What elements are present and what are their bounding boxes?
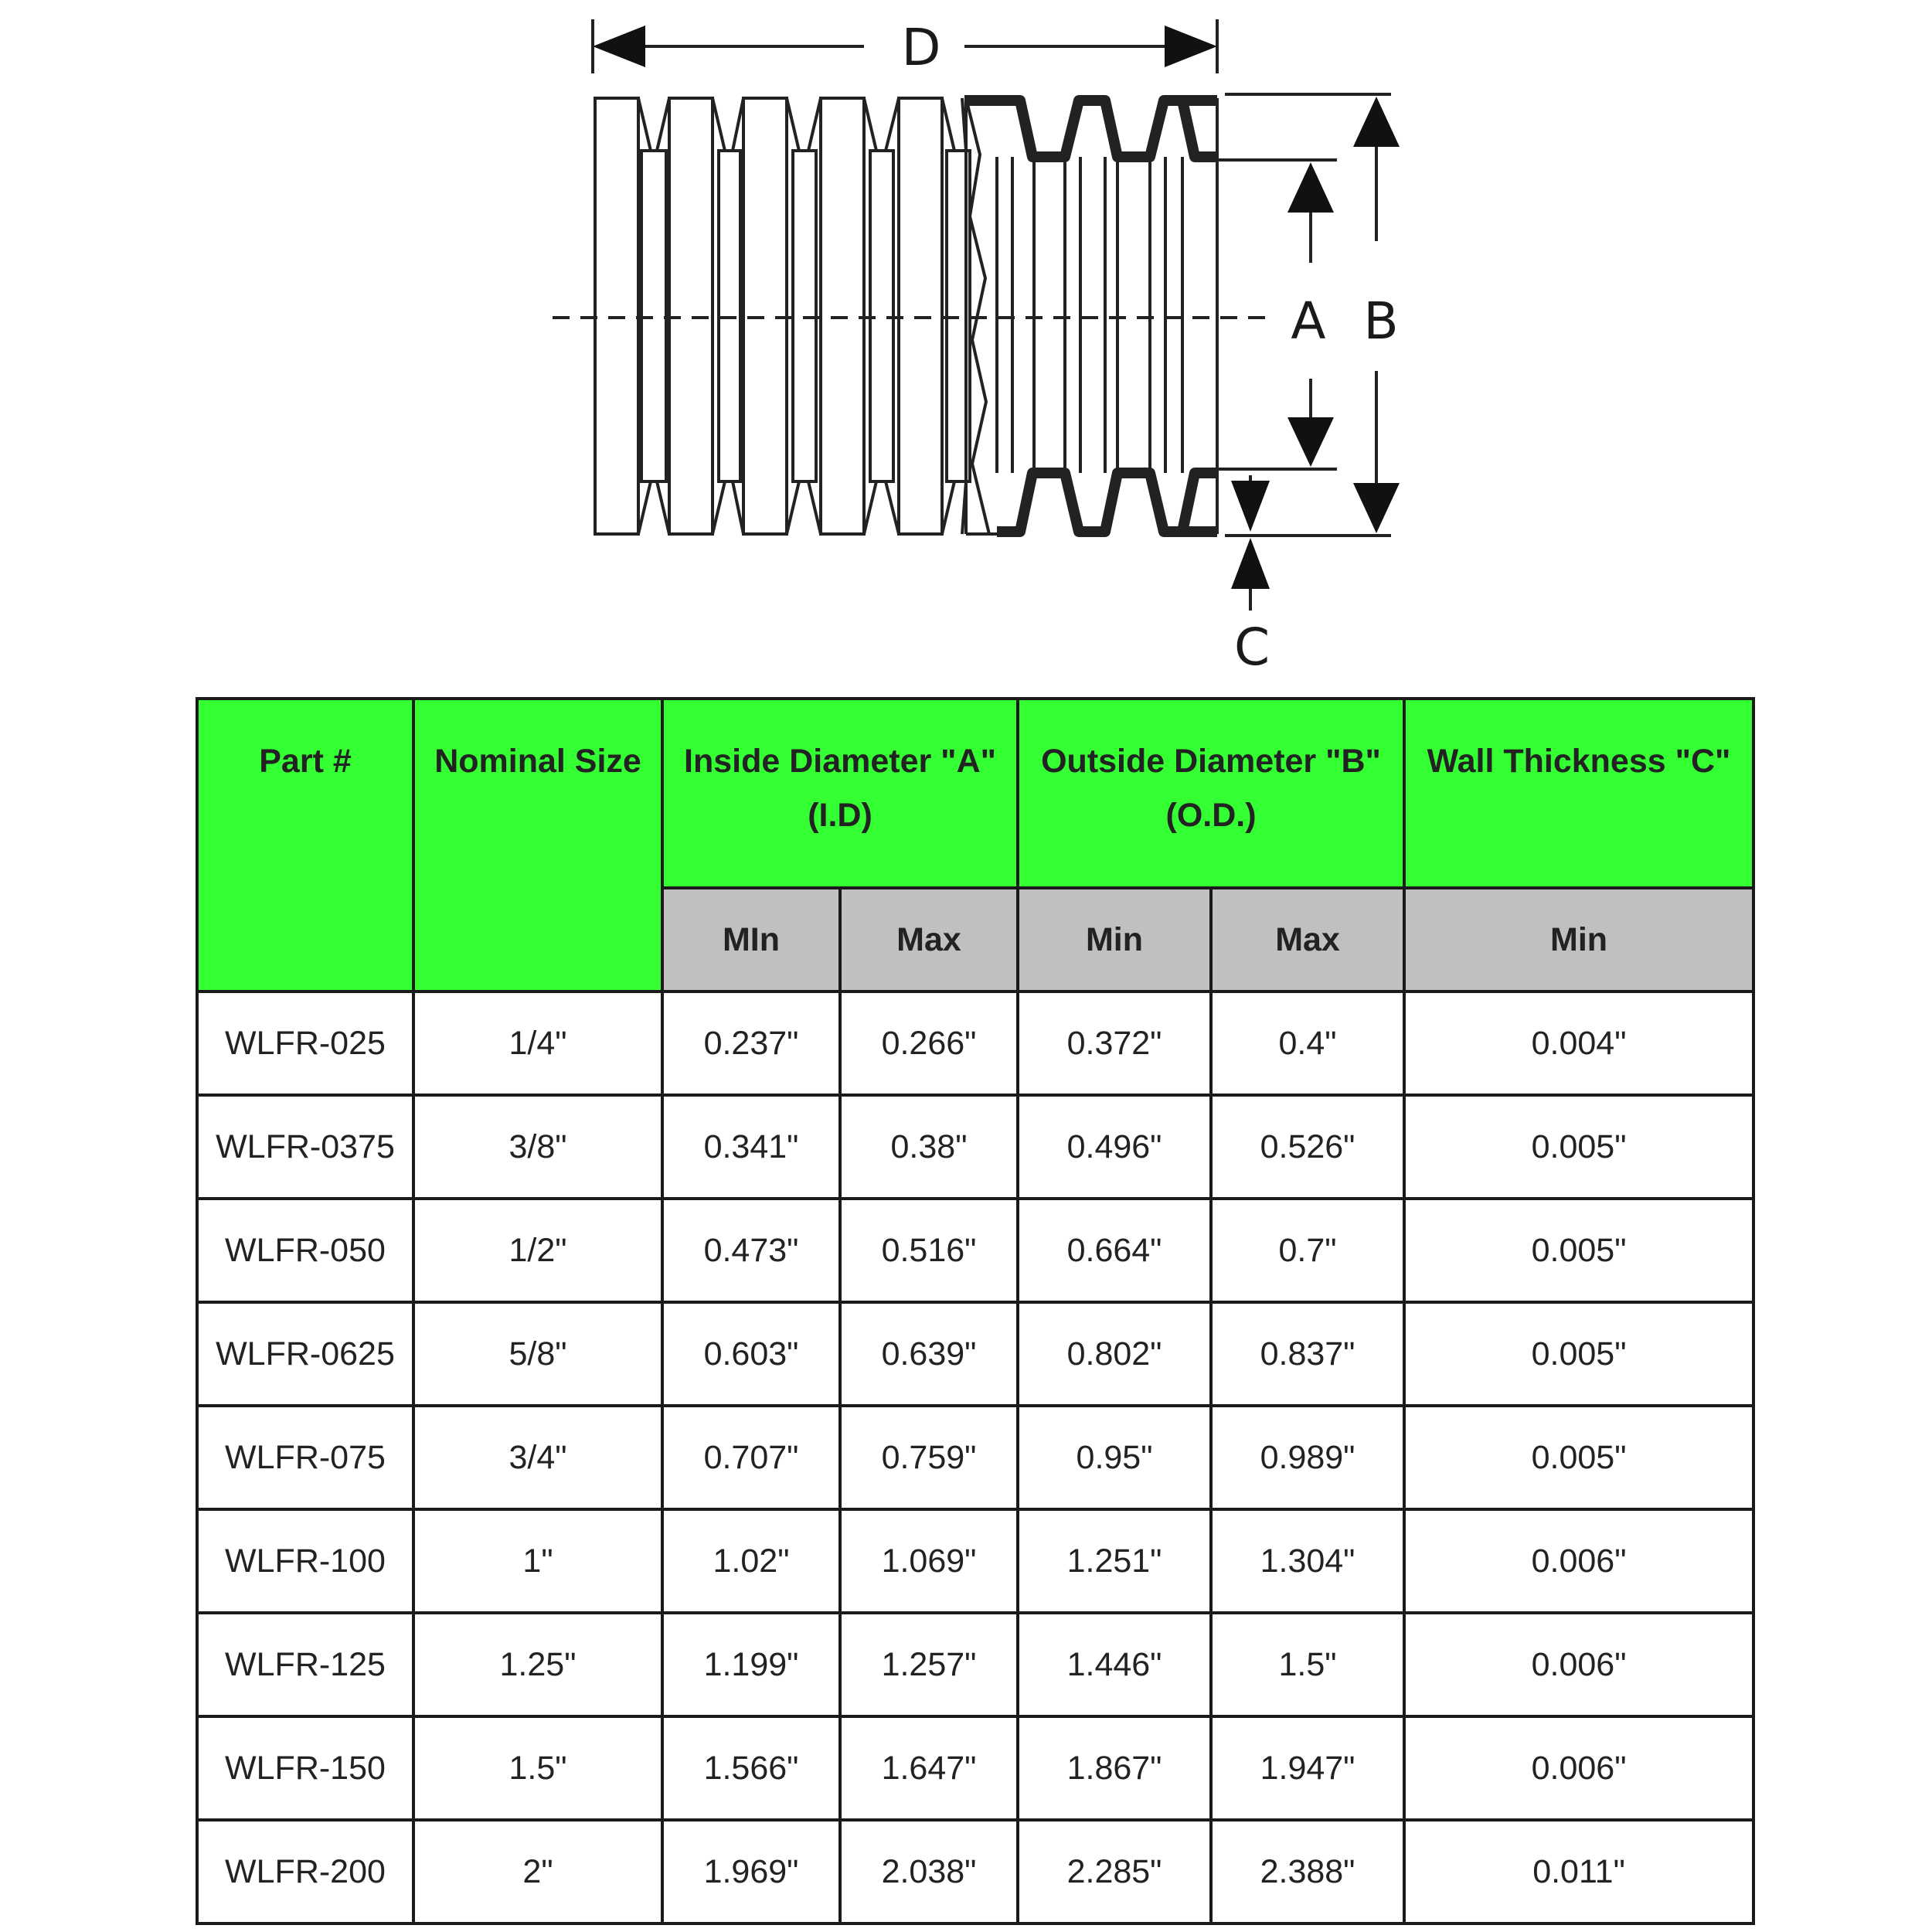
wall-profile-bottom [997, 473, 1217, 532]
cell-od-min: 0.664" [1018, 1199, 1211, 1302]
cell-id-max: 1.647" [840, 1716, 1018, 1820]
header-part-number: Part # [197, 699, 413, 992]
header-inside-diameter: Inside Diameter "A" (I.D) [662, 699, 1018, 888]
cell-id-min: 0.603" [662, 1302, 840, 1406]
cell-part-number: WLFR-100 [197, 1509, 413, 1613]
cell-part-number: WLFR-150 [197, 1716, 413, 1820]
cell-od-min: 2.285" [1018, 1820, 1211, 1923]
cell-nominal-size: 3/4" [413, 1406, 662, 1509]
subheader-id-max: Max [840, 888, 1018, 992]
dimension-label-b: B [1363, 291, 1399, 351]
cell-od-max: 1.5" [1211, 1613, 1404, 1716]
subheader-wall-min: Min [1404, 888, 1753, 992]
cell-id-max: 1.257" [840, 1613, 1018, 1716]
cell-od-max: 0.837" [1211, 1302, 1404, 1406]
cell-part-number: WLFR-125 [197, 1613, 413, 1716]
cell-od-min: 1.251" [1018, 1509, 1211, 1613]
cell-id-min: 1.199" [662, 1613, 840, 1716]
cell-id-min: 0.473" [662, 1199, 840, 1302]
cell-od-max: 0.989" [1211, 1406, 1404, 1509]
cell-id-min: 1.566" [662, 1716, 840, 1820]
cell-od-max: 2.388" [1211, 1820, 1404, 1923]
cell-od-min: 1.446" [1018, 1613, 1211, 1716]
table-row [197, 1406, 1753, 1509]
cell-nominal-size: 1/4" [413, 992, 662, 1095]
cell-nominal-size: 3/8" [413, 1095, 662, 1199]
cell-od-min: 0.496" [1018, 1095, 1211, 1199]
arrowhead [1231, 481, 1270, 532]
cell-id-max: 0.38" [840, 1095, 1018, 1199]
dimension-label-c: C [1233, 617, 1270, 677]
tubing-outline-section [595, 98, 997, 534]
table-row [197, 1509, 1753, 1613]
dimension-label-d: D [901, 18, 941, 77]
table-row [197, 1302, 1753, 1406]
cell-od-max: 1.304" [1211, 1509, 1404, 1613]
cell-wall-min: 0.005" [1404, 1095, 1753, 1199]
subheader-od-max: Max [1211, 888, 1404, 992]
cell-part-number: WLFR-025 [197, 992, 413, 1095]
cell-nominal-size: 1.5" [413, 1716, 662, 1820]
cell-part-number: WLFR-0375 [197, 1095, 413, 1199]
tubing-dimension-diagram [0, 0, 1932, 680]
table-row [197, 992, 1753, 1095]
table-row [197, 1716, 1753, 1820]
cell-od-min: 1.867" [1018, 1716, 1211, 1820]
cell-wall-min: 0.006" [1404, 1716, 1753, 1820]
cell-id-max: 1.069" [840, 1509, 1018, 1613]
cell-part-number: WLFR-200 [197, 1820, 413, 1923]
cell-part-number: WLFR-0625 [197, 1302, 413, 1406]
cell-wall-min: 0.005" [1404, 1199, 1753, 1302]
subheader-od-min: Min [1018, 888, 1211, 992]
cell-id-min: 0.341" [662, 1095, 840, 1199]
cell-part-number: WLFR-050 [197, 1199, 413, 1302]
table-row [197, 1613, 1753, 1716]
specifications-table [196, 697, 1755, 1925]
cell-id-min: 1.969" [662, 1820, 840, 1923]
wall-profile-top [964, 100, 1217, 157]
cell-id-max: 2.038" [840, 1820, 1018, 1923]
header-wall-thickness: Wall Thickness "C" [1404, 699, 1753, 888]
header-nominal-size: Nominal Size [413, 699, 662, 992]
cell-id-max: 0.759" [840, 1406, 1018, 1509]
cell-wall-min: 0.005" [1404, 1406, 1753, 1509]
table-row [197, 1820, 1753, 1923]
cell-id-min: 0.237" [662, 992, 840, 1095]
arrowhead [1287, 417, 1334, 467]
cell-id-max: 0.516" [840, 1199, 1018, 1302]
cell-wall-min: 0.004" [1404, 992, 1753, 1095]
cell-nominal-size: 5/8" [413, 1302, 662, 1406]
cell-nominal-size: 2" [413, 1820, 662, 1923]
table-header-row [197, 699, 1753, 888]
table-row [197, 1095, 1753, 1199]
dimension-label-a: A [1291, 291, 1326, 351]
arrowhead [1287, 162, 1334, 213]
cell-od-max: 1.947" [1211, 1716, 1404, 1820]
arrowhead [1165, 26, 1217, 67]
cell-id-min: 1.02" [662, 1509, 840, 1613]
cell-od-min: 0.802" [1018, 1302, 1211, 1406]
cell-od-min: 0.95" [1018, 1406, 1211, 1509]
cell-wall-min: 0.005" [1404, 1302, 1753, 1406]
cell-od-max: 0.526" [1211, 1095, 1404, 1199]
cell-wall-min: 0.011" [1404, 1820, 1753, 1923]
cell-id-max: 0.266" [840, 992, 1018, 1095]
arrowhead [593, 26, 645, 67]
cell-nominal-size: 1/2" [413, 1199, 662, 1302]
cell-nominal-size: 1" [413, 1509, 662, 1613]
cell-od-max: 0.4" [1211, 992, 1404, 1095]
arrowhead [1353, 97, 1400, 147]
cell-id-max: 0.639" [840, 1302, 1018, 1406]
cell-od-max: 0.7" [1211, 1199, 1404, 1302]
arrowhead [1353, 483, 1400, 533]
cell-wall-min: 0.006" [1404, 1509, 1753, 1613]
cell-od-min: 0.372" [1018, 992, 1211, 1095]
cell-id-min: 0.707" [662, 1406, 840, 1509]
table-row [197, 1199, 1753, 1302]
header-outside-diameter: Outside Diameter "B" (O.D.) [1018, 699, 1404, 888]
arrowhead [1231, 538, 1270, 589]
subheader-id-min: MIn [662, 888, 840, 992]
cell-part-number: WLFR-075 [197, 1406, 413, 1509]
cell-wall-min: 0.006" [1404, 1613, 1753, 1716]
cell-nominal-size: 1.25" [413, 1613, 662, 1716]
